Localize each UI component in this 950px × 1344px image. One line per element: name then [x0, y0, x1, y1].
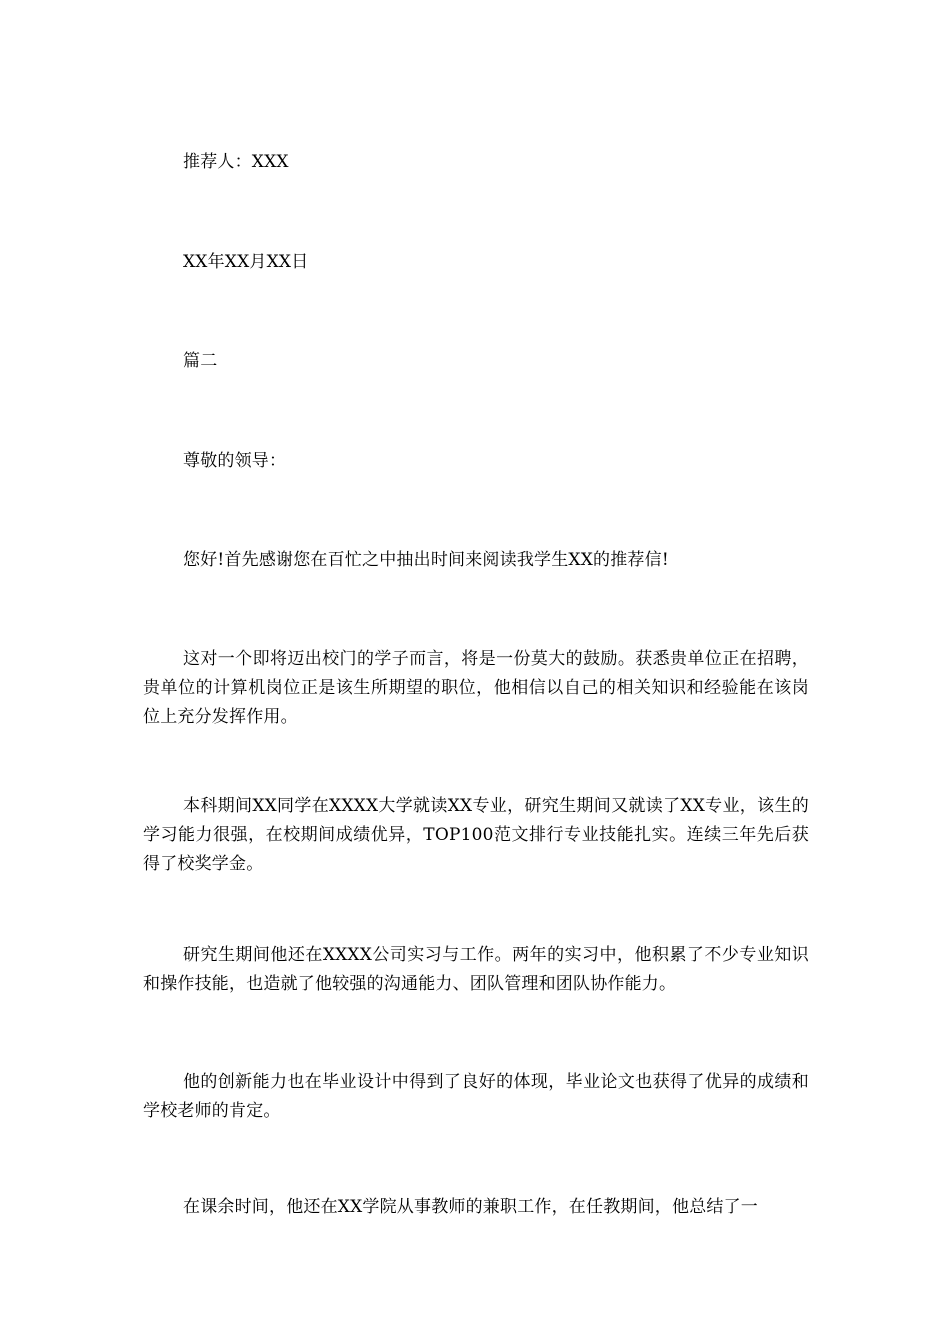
paragraph-encouragement: 这对一个即将迈出校门的学子而言，将是一份莫大的鼓励。获悉贵单位正在招聘，贵单位的计算机岗位正是该生所期望的职位，他相信以自己的相关知识和经验能在该岗位上充分发挥作用。 — [143, 649, 809, 727]
paragraph-greeting: 您好!首先感谢您在百忙之中抽出时间来阅读我学生XX的推荐信! — [183, 550, 669, 570]
paragraph-teaching: 在课余时间，他还在XX学院从事教师的兼职工作，在任教期间，他总结了一 — [183, 1197, 759, 1217]
paragraph-innovation: 他的创新能力也在毕业设计中得到了良好的体现，毕业论文也获得了优异的成绩和学校老师的肯定。 — [143, 1072, 809, 1121]
paragraph-education: 本科期间XX同学在XXXX大学就读XX专业，研究生期间又就读了XX专业，该生的学习能力很强，在校期间成绩优异，TOP100范文排行专业技能扎实。连续三年先后获得了校奖学金。 — [143, 796, 809, 874]
date-line: XX年XX月XX日 — [183, 252, 309, 272]
recommender-line: 推荐人：XXX — [183, 152, 289, 172]
paragraph-internship: 研究生期间他还在XXXX公司实习与工作。两年的实习中，他积累了不少专业知识和操作技能，也造就了他较强的沟通能力、团队管理和团队协作能力。 — [143, 945, 809, 994]
section-heading: 篇二 — [183, 351, 218, 371]
salutation: 尊敬的领导： — [183, 451, 287, 471]
